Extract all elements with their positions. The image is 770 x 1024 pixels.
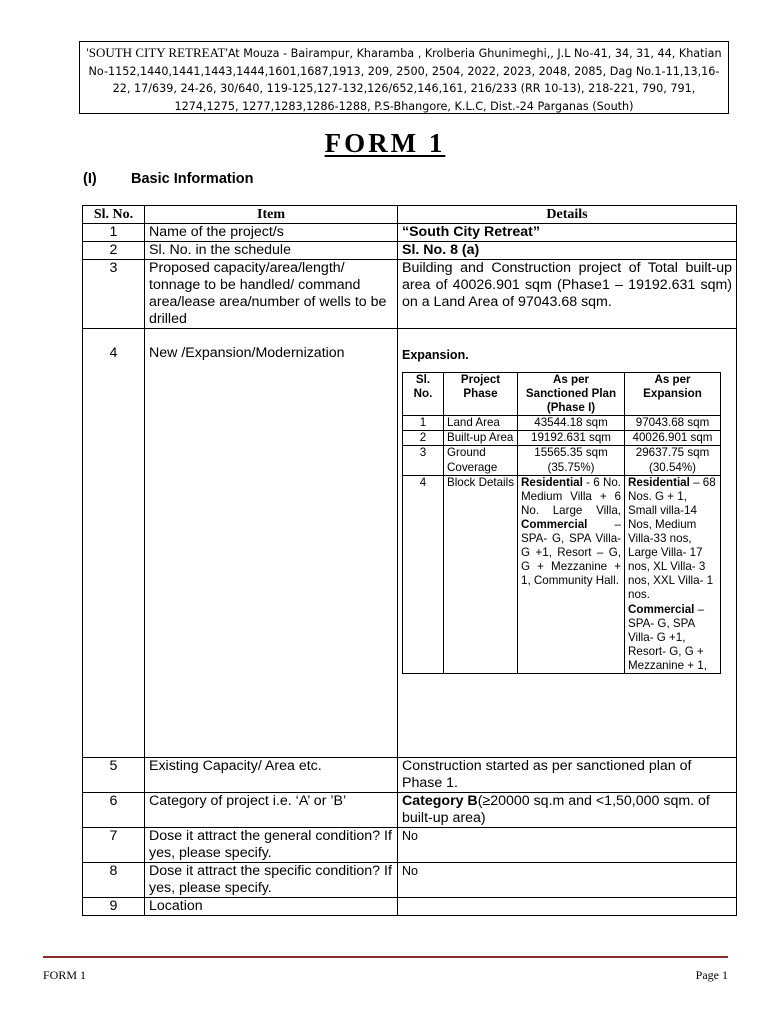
exp-block-sanctioned: [518, 475, 625, 673]
exp-sl: 2: [403, 431, 444, 446]
table-row: [83, 758, 737, 793]
row-sl: 1: [83, 224, 145, 242]
exp-sanctioned: 15565.35 sqm (35.75%): [518, 446, 625, 475]
row-item: Category of project i.e. ‘A’ or ’B’: [145, 793, 398, 828]
table-row: [83, 863, 737, 898]
exp-sanctioned: 19192.631 sqm: [518, 431, 625, 446]
form-title: FORM 1: [324, 128, 446, 158]
exp-block-expansion: [625, 475, 721, 673]
header-item: Item: [145, 206, 398, 224]
exp-header-phase: Project Phase: [444, 373, 518, 416]
row-item: Existing Capacity/ Area etc.: [145, 758, 398, 793]
row-sl: 6: [83, 793, 145, 828]
header-lead: 'SOUTH CITY RETREAT': [86, 45, 228, 60]
row-item: New /Expansion/Modernization: [145, 329, 398, 758]
expansion-commercial-label: Commercial: [628, 602, 695, 616]
row-sl: 2: [83, 242, 145, 260]
header-sl: Sl. No.: [83, 206, 145, 224]
exp-header-sanctioned: As per Sanctioned Plan (Phase I): [518, 373, 625, 416]
row-details: “South City Retreat”: [398, 224, 737, 242]
category-text: (≥20000 sq.m and <1,50,000 sqm. of built-up area): [402, 793, 710, 826]
row-details: Sl. No. 8 (a): [398, 242, 737, 260]
expansion-row: [403, 431, 721, 446]
table-row: [83, 242, 737, 260]
expansion-residential-text: – 68 Nos. G + 1, Small villa-14 Nos, Medium Villa-33 nos, Large Villa- 17 nos, XL Villa- 3 nos, XXL Villa- 1 nos.: [628, 475, 716, 602]
table-row: [83, 793, 737, 828]
sanctioned-commercial-text: – SPA- G, SPA Villa- G +1, Resort – G, G + Mezzanine + 1, Community Hall.: [521, 517, 621, 588]
exp-header-expansion: As per Expansion: [625, 373, 721, 416]
table-row: [83, 260, 737, 329]
exp-phase: Built-up Area: [444, 431, 518, 446]
exp-sl: 4: [403, 475, 444, 673]
sanctioned-commercial-label: Commercial: [521, 517, 588, 531]
row-sl: 5: [83, 758, 145, 793]
section-heading: [83, 171, 253, 187]
row-sl: 8: [83, 863, 145, 898]
exp-expansion: 97043.68 sqm: [625, 416, 721, 431]
row-item: Sl. No. in the schedule: [145, 242, 398, 260]
row-item: Dose it attract the specific condition? If yes, please specify.: [145, 863, 398, 898]
header-details: Details: [398, 206, 737, 224]
row-details: [398, 793, 737, 828]
project-address-header: [79, 41, 729, 114]
header-text: At Mouza - Bairampur, Kharamba , Krolberia Ghunimeghi,, J.L No-41, 34, 31, 44, Khatian No-1152,1440,1441,1443,1444,1601,1687,1913, 209, 2500, 2504, 2022, 2023, 2048, 2085, Dag No.1-11,13,16-22, 17/639, 24-26, 30/640, 119-125,127-132,126/652,146,161, 216/233 (RR 10-13), 218-221, 790, 791, 1274,1275, 1277,1283,1286-1288, P.S-Bhangore, K.L.C, Dist.-24 Parganas (South): [88, 47, 722, 113]
row-item: Name of the project/s: [145, 224, 398, 242]
sanctioned-residential-text: - 6 No. Medium Villa + 6 No. Large Villa,: [521, 475, 621, 517]
row-sl: 7: [83, 828, 145, 863]
exp-sl: 1: [403, 416, 444, 431]
exp-expansion: 29637.75 sqm (30.54%): [625, 446, 721, 475]
exp-header-sl: Sl. No.: [403, 373, 444, 416]
exp-phase: Block Details: [444, 475, 518, 673]
section-title: Basic Information: [131, 171, 254, 187]
category-label: Category B: [402, 793, 478, 809]
row-sl: 9: [83, 898, 145, 916]
row-details: Building and Construction project of Total built-up area of 40026.901 sqm (Phase1 – 19192.631 sqm) on a Land Area of 97043.68 sqm.: [398, 260, 737, 329]
table-row: [83, 329, 737, 758]
expansion-commercial-text: – SPA- G, SPA Villa- G +1, Resort- G, G + Mezzanine + 1,: [628, 602, 707, 672]
expansion-row: [403, 416, 721, 431]
row-details: [398, 898, 737, 916]
row-item: Proposed capacity/area/length/ tonnage to be handled/ command area/lease area/number of wells to be drilled: [145, 260, 398, 329]
exp-sl: 3: [403, 446, 444, 475]
expansion-table: [402, 372, 721, 674]
sanctioned-residential-label: Residential: [521, 475, 583, 489]
exp-phase: Land Area: [444, 416, 518, 431]
footer-page-number: Page 1: [695, 968, 728, 982]
table-row: [83, 224, 737, 242]
expansion-residential-label: Residential: [628, 475, 690, 489]
row-sl: 4: [83, 329, 145, 758]
expansion-row-block: [403, 475, 721, 673]
expansion-label: Expansion.: [402, 348, 469, 362]
exp-phase: Ground Coverage: [444, 446, 518, 475]
section-number: (I): [83, 171, 97, 187]
footer-divider: [43, 956, 728, 958]
row-sl: 3: [83, 260, 145, 329]
row-details: Construction started as per sanctioned plan of Phase 1.: [398, 758, 737, 793]
exp-sanctioned: 43544.18 sqm: [518, 416, 625, 431]
table-header-row: [83, 206, 737, 224]
row-details: No: [398, 863, 737, 898]
footer-form-label: FORM 1: [43, 968, 87, 982]
table-row: [83, 828, 737, 863]
exp-expansion: 40026.901 sqm: [625, 431, 721, 446]
basic-info-table: [82, 205, 737, 916]
row-item: Location: [145, 898, 398, 916]
row-details-expansion: [398, 329, 737, 758]
expansion-header-row: [403, 373, 721, 416]
row-details: No: [398, 828, 737, 863]
row-item: Dose it attract the general condition? If yes, please specify.: [145, 828, 398, 863]
table-row: [83, 898, 737, 916]
expansion-row: [403, 446, 721, 475]
